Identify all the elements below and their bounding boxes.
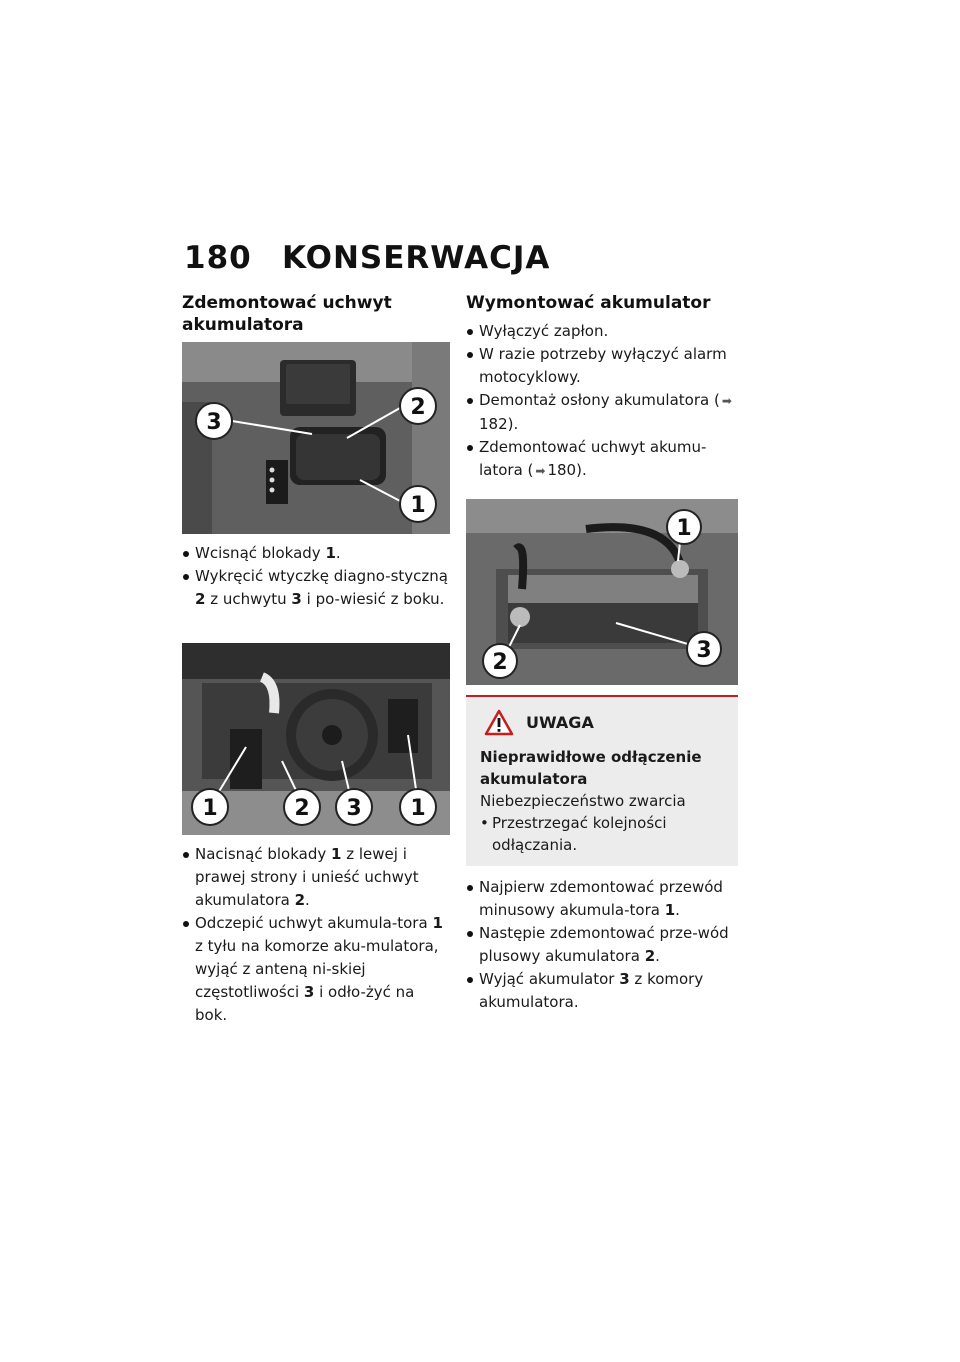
svg-text:1: 1 [676, 516, 692, 541]
steps-list-4 [466, 876, 738, 1014]
steps-list-1 [182, 542, 450, 611]
page-ref-arrow-icon: ➡ [535, 464, 546, 478]
list-item: Wcisnąć blokady 1. [182, 542, 450, 565]
page-number: 180 [184, 240, 252, 276]
svg-text:3: 3 [696, 638, 712, 663]
list-item: Wykręcić wtyczkę diagno-styczną 2 z uchwytu 3 i po-wiesić z boku. [182, 565, 450, 611]
svg-text:1: 1 [202, 796, 218, 821]
steps-list-3 [466, 320, 738, 483]
list-item: Następie zdemontować prze-wód plusowy akumulatora 2. [466, 922, 738, 968]
svg-text:1: 1 [410, 796, 426, 821]
heading-remove-battery: Wymontować akumulator [466, 293, 711, 313]
list-item: Wyłączyć zapłon. [466, 320, 738, 343]
list-item: Demontaż osłony akumulatora ( ➡182). [466, 389, 738, 436]
heading-remove-battery-holder: Zdemontować uchwyt akumulatora [182, 293, 392, 335]
list-item: W razie potrzeby wyłączyć alarm motocyklowy. [466, 343, 738, 389]
list-item: Najpierw zdemontować przewód minusowy akumula-tora 1. [466, 876, 738, 922]
left-column [182, 292, 450, 1027]
list-item: Nacisnąć blokady 1 z lewej i prawej strony i unieść uchwyt akumulatora 2. [182, 843, 450, 912]
warning-body: Niebezpieczeństwo zwarcia [480, 792, 686, 810]
steps-list-2 [182, 843, 450, 1027]
callout-3 [196, 403, 232, 439]
list-item: • Przestrzegać kolejności odłączania. [480, 812, 726, 856]
page-header [182, 240, 742, 280]
section-title: KONSERWACJA [282, 240, 551, 276]
svg-text:2: 2 [492, 650, 508, 675]
callout-3-label: 3 [206, 410, 222, 435]
callout-1-label: 1 [410, 493, 426, 518]
warning-label: UWAGA [526, 713, 594, 732]
callout-2-label: 2 [410, 395, 426, 420]
figure-battery-image [466, 499, 738, 685]
callout-2 [284, 789, 320, 825]
page-ref-arrow-icon: ➡ [721, 394, 732, 408]
list-item: Wyjąć akumulator 3 z komory akumulatora. [466, 968, 738, 1014]
warning-list [480, 812, 726, 856]
callout-2 [400, 388, 436, 424]
warning-triangle-icon [484, 709, 514, 736]
figure-diagnostic-plug [182, 342, 450, 534]
callout-1-left [192, 789, 228, 825]
svg-text:3: 3 [346, 796, 362, 821]
warning-title: Nieprawidłowe odłączenie akumulatora [480, 748, 702, 788]
warning-box [466, 695, 738, 866]
svg-text:2: 2 [294, 796, 310, 821]
callout-1-right [400, 789, 436, 825]
callout-3 [687, 632, 721, 666]
page-ref-link[interactable]: 182 [479, 415, 508, 433]
page-ref-link[interactable]: 180 [547, 461, 577, 479]
figure-battery [466, 499, 738, 685]
callout-1 [400, 486, 436, 522]
figure-battery-holder [182, 643, 450, 835]
warning-header [480, 709, 726, 736]
list-item: Odczepić uchwyt akumula-tora 1 z tyłu na komorze aku-mulatora, wyjąć z anteną ni-skiej częstotliwości 3 i odło-żyć na bok. [182, 912, 450, 1027]
callout-1 [667, 510, 701, 544]
list-item: Zdemontować uchwyt akumu-latora ( ➡ 180). [466, 436, 738, 483]
figure-battery-holder-image [182, 643, 450, 835]
figure-diagnostic-plug-image [182, 342, 450, 534]
callout-3 [336, 789, 372, 825]
callout-2 [483, 644, 517, 678]
right-column [466, 292, 738, 1014]
